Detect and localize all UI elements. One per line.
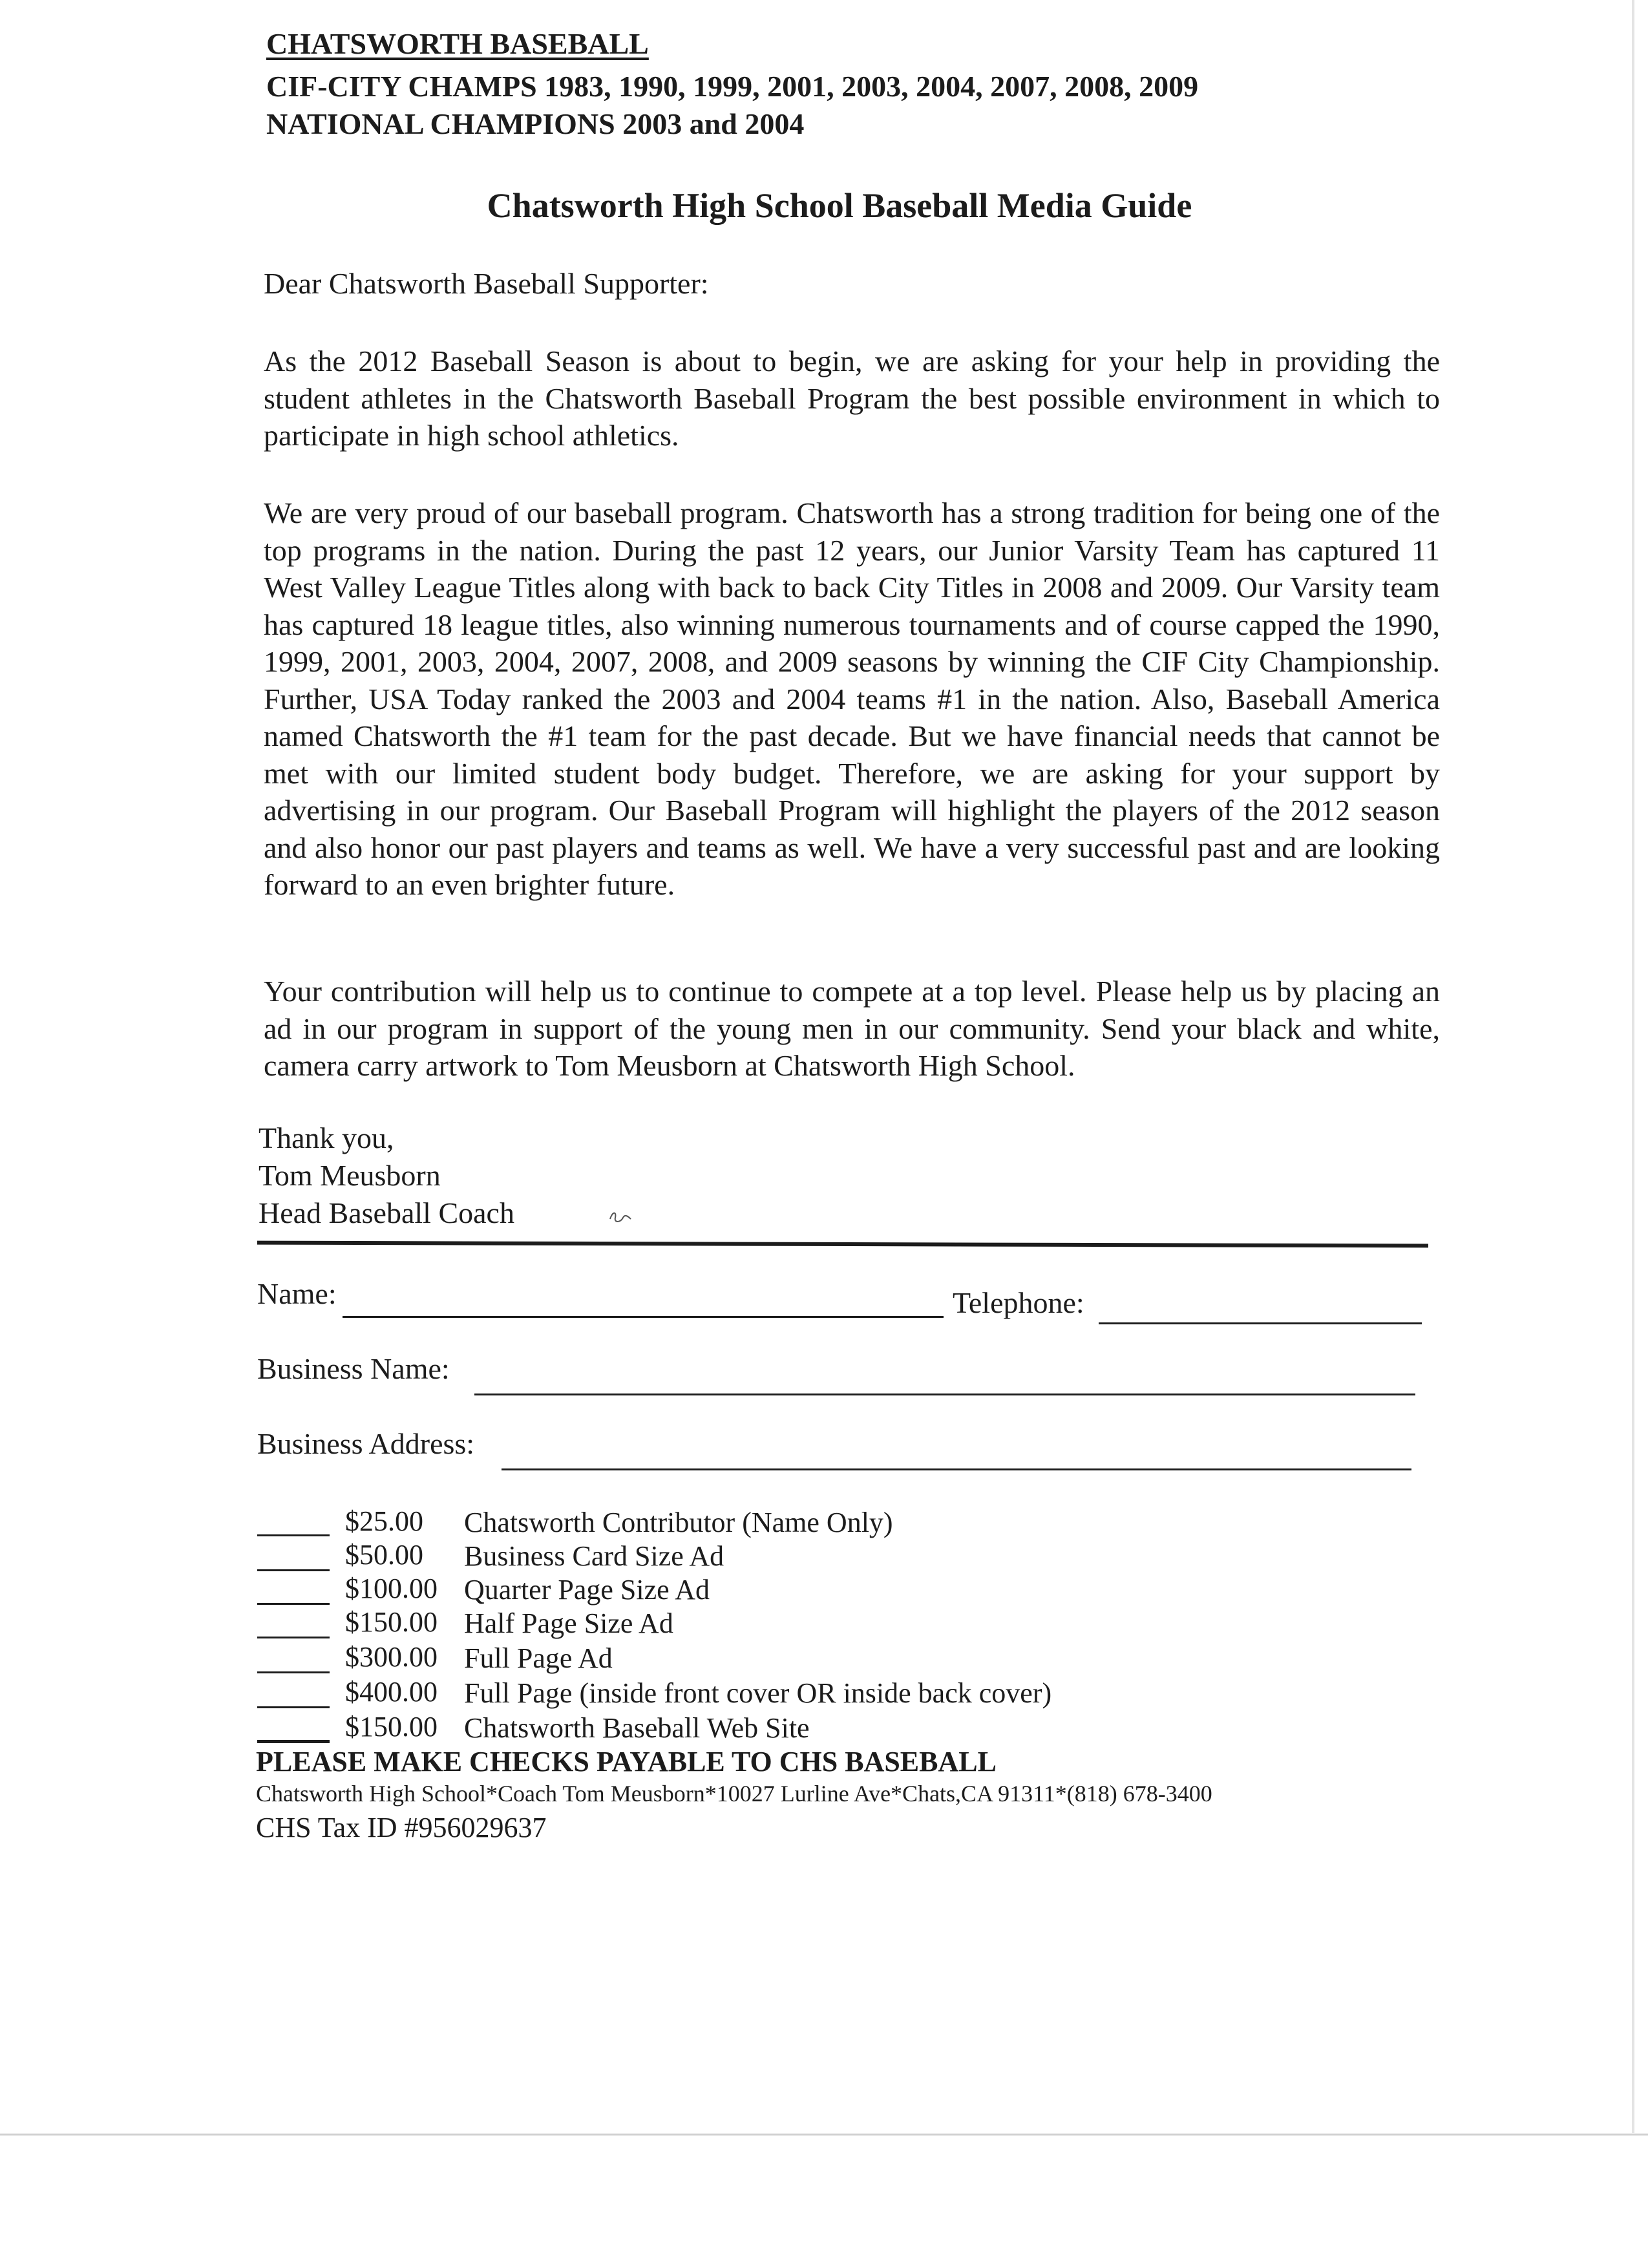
school-address: Chatsworth High School*Coach Tom Meusborn*10027 Lurline Ave*Chats,CA 91311*(818) 678-3400 bbox=[256, 1781, 1212, 1807]
option-price-6: $400.00 bbox=[345, 1676, 438, 1708]
option-description-1: Chatsworth Contributor (Name Only) bbox=[464, 1507, 893, 1538]
option-price-1: $25.00 bbox=[345, 1505, 423, 1537]
option-blank-4[interactable] bbox=[257, 1637, 330, 1638]
option-blank-3[interactable] bbox=[257, 1603, 330, 1605]
letter-paragraph-3: Your contribution will help us to continue to compete at a top level. Please help us by placing an ad in our program in support of the young men in our community. Send your black and white, camera carry artwork to Tom Meusborn at Chatsworth High School. bbox=[264, 975, 1440, 1082]
option-price-3: $100.00 bbox=[345, 1573, 438, 1604]
option-description-4: Half Page Size Ad bbox=[464, 1607, 673, 1639]
letter-signer: Tom Meusborn bbox=[259, 1159, 441, 1192]
option-price-7: $150.00 bbox=[345, 1711, 438, 1743]
document-title-text: Chatsworth High School Baseball Media Guide bbox=[487, 186, 1192, 225]
letter-closing: Thank you, bbox=[259, 1121, 394, 1154]
option-description-2: Business Card Size Ad bbox=[464, 1540, 724, 1572]
letter-signer-title: Head Baseball Coach bbox=[259, 1196, 514, 1229]
option-blank-6[interactable] bbox=[257, 1706, 330, 1708]
header-school: CHATSWORTH BASEBALL bbox=[266, 27, 649, 60]
scan-side-edge bbox=[1632, 0, 1634, 2133]
business-address-field[interactable] bbox=[502, 1468, 1411, 1470]
option-description-3: Quarter Page Size Ad bbox=[464, 1574, 710, 1606]
letter-greeting: Dear Chatsworth Baseball Supporter: bbox=[264, 267, 709, 300]
option-description-5: Full Page Ad bbox=[464, 1642, 613, 1674]
business-name-label: Business Name: bbox=[257, 1352, 450, 1385]
letter-paragraph-2: We are very proud of our baseball program. Chatsworth has a strong tradition for being one of the top programs in the nation. During the past 12 years, our Junior Varsity Team has captured 11 West Valley League Titles along with back to back City Titles in 2008 and 2009. Our Varsity team has captured 18 league titles, also winning numerous tournaments and of course capped the 1990, 1999, 2001, 2003, 2004, 2007, 2008, and 2009 seasons by winning the CIF City Championship. Further, USA Today ranked the 2003 and 2004 teams #1 in the nation. Also, Baseball America named Chatsworth the #1 team for the past decade. But we have financial needs that cannot be met with our limited student body budget. Therefore, we are asking for your support by advertising in our program. Our Baseball Program will highlight the players of the 2012 season and also honor our past players and teams as well. We have a very successful past and are looking forward to an even brighter future. bbox=[264, 496, 1440, 901]
option-blank-5[interactable] bbox=[257, 1671, 330, 1673]
business-name-field[interactable] bbox=[474, 1394, 1415, 1395]
option-price-5: $300.00 bbox=[345, 1641, 438, 1673]
header-national-champs: NATIONAL CHAMPIONS 2003 and 2004 bbox=[266, 107, 805, 140]
option-price-4: $150.00 bbox=[345, 1606, 438, 1638]
document-title bbox=[0, 185, 1648, 226]
option-price-2: $50.00 bbox=[345, 1539, 423, 1571]
option-blank-7[interactable] bbox=[257, 1740, 330, 1743]
divider-rule bbox=[257, 1241, 1428, 1248]
telephone-label: Telephone: bbox=[953, 1286, 1084, 1319]
option-description-6: Full Page (inside front cover OR inside back cover) bbox=[464, 1677, 1052, 1709]
option-blank-2[interactable] bbox=[257, 1569, 330, 1571]
telephone-field[interactable] bbox=[1099, 1322, 1422, 1324]
option-description-7: Chatsworth Baseball Web Site bbox=[464, 1712, 810, 1744]
checks-payable-notice: PLEASE MAKE CHECKS PAYABLE TO CHS BASEBALL bbox=[256, 1746, 997, 1777]
header-cif-champs: CIF-CITY CHAMPS 1983, 1990, 1999, 2001, 2003, 2004, 2007, 2008, 2009 bbox=[266, 70, 1199, 103]
name-label: Name: bbox=[257, 1277, 337, 1310]
option-blank-1[interactable] bbox=[257, 1534, 330, 1536]
scan-bottom-edge bbox=[0, 2134, 1648, 2136]
letter-paragraph-1: As the 2012 Baseball Season is about to begin, we are asking for your help in providing the student athletes in the Chatsworth Baseball Program the best possible environment in which to participate in high school athletics. bbox=[264, 344, 1440, 452]
name-field[interactable] bbox=[343, 1316, 944, 1318]
business-address-label: Business Address: bbox=[257, 1427, 475, 1460]
tax-id: CHS Tax ID #956029637 bbox=[256, 1812, 547, 1843]
pen-mark bbox=[607, 1207, 633, 1227]
